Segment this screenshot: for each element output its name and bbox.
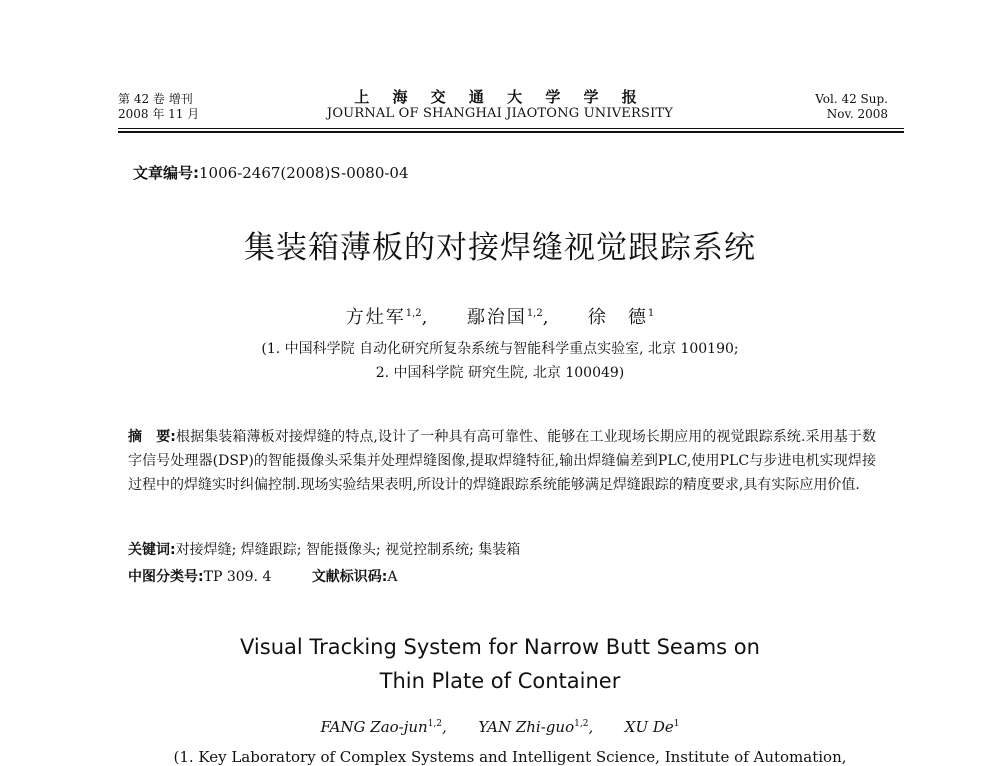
author-name: XU De xyxy=(624,718,674,736)
author-name: YAN Zhi-guo xyxy=(478,718,575,736)
abstract-label: 摘 要: xyxy=(128,429,176,445)
authors-cn xyxy=(0,303,1000,329)
abstract-text: 根据集装箱薄板对接焊缝的特点,设计了一种具有高可靠性、能够在工业现场长期应用的视觉跟踪系统.采用基于数字信号处理器(DSP)的智能摄像头采集并处理焊缝图像,提取焊缝特征,输出焊缝偏差到PLC,使用PLC与步进电机实现焊接过程中的焊缝实时纠偏控制.现场实验结果表明,所设计的焊缝跟踪系统能够满足焊缝跟踪的精度要求,具有实际应用价值. xyxy=(128,429,876,493)
author-name: 鄢治国 xyxy=(466,307,527,328)
author-name: 方灶军 xyxy=(345,307,406,328)
volume-en: Vol. 42 Sup. xyxy=(815,92,888,106)
author-cn-1 xyxy=(346,307,430,328)
authors-en xyxy=(0,718,1000,736)
author-sep: , xyxy=(421,307,430,328)
classification xyxy=(128,566,398,586)
affiliation-cn-line: (1. 中国科学院 自动化研究所复杂系统与智能科学重点实验室, 北京 100190; xyxy=(261,341,739,357)
author-cn-3 xyxy=(588,307,654,328)
author-cn-2 xyxy=(467,307,551,328)
affiliation-cn-line: 2. 中国科学院 研究生院, 北京 100049) xyxy=(375,365,625,381)
header-rule-thin xyxy=(118,128,904,129)
author-sep: , xyxy=(542,307,551,328)
keywords-label: 关键词: xyxy=(128,542,176,558)
affiliations-cn xyxy=(0,337,1000,385)
author-name: 徐 德 xyxy=(587,307,648,328)
author-en-2 xyxy=(478,718,593,736)
author-name: FANG Zao-jun xyxy=(320,718,428,736)
author-en-1 xyxy=(320,718,446,736)
date-cn: 2008 年 11 月 xyxy=(118,107,200,121)
title-en-line: Thin Plate of Container xyxy=(379,669,621,693)
title-cn: 集装箱薄板的对接焊缝视觉跟踪系统 xyxy=(244,230,756,266)
author-affil-sup: 1 xyxy=(673,719,680,729)
journal-name-cn: 上 海 交 通 大 学 学 报 xyxy=(354,88,646,106)
abstract-cn xyxy=(128,425,876,497)
doc-code-label: 文献标识码: xyxy=(311,569,388,585)
author-affil-sup: 1 xyxy=(647,308,655,319)
clc-label: 中图分类号: xyxy=(128,569,204,585)
keywords-text: 对接焊缝; 焊缝跟踪; 智能摄像头; 视觉控制系统; 集装箱 xyxy=(175,542,521,558)
author-en-3 xyxy=(625,718,680,736)
affiliation-en: (1. Key Laboratory of Complex Systems and Intelligent Science, Institute of Automation, xyxy=(173,748,847,766)
keywords-cn xyxy=(128,539,520,559)
article-number-value: 1006-2467(2008)S-0080-04 xyxy=(199,164,409,182)
author-affil-sup: 1,2 xyxy=(574,719,589,729)
journal-name-en: JOURNAL OF SHANGHAI JIAOTONG UNIVERSITY xyxy=(326,106,674,121)
clc-value: TP 309. 4 xyxy=(203,569,272,585)
header-volume-en xyxy=(815,92,888,122)
title-en xyxy=(0,630,1000,698)
author-sep: , xyxy=(442,718,447,736)
author-affil-sup: 1,2 xyxy=(427,719,443,729)
volume-cn: 第 42 卷 增刊 xyxy=(118,92,193,106)
author-affil-sup: 1,2 xyxy=(526,308,543,319)
article-number xyxy=(133,162,409,183)
author-sep: , xyxy=(588,718,594,736)
date-en: Nov. 2008 xyxy=(826,107,888,121)
header-rule-thick xyxy=(118,131,904,133)
doc-code-value: A xyxy=(387,569,398,585)
author-affil-sup: 1,2 xyxy=(405,308,422,319)
title-en-line: Visual Tracking System for Narrow Butt Seams on xyxy=(240,635,760,659)
article-number-label: 文章编号: xyxy=(133,164,199,182)
